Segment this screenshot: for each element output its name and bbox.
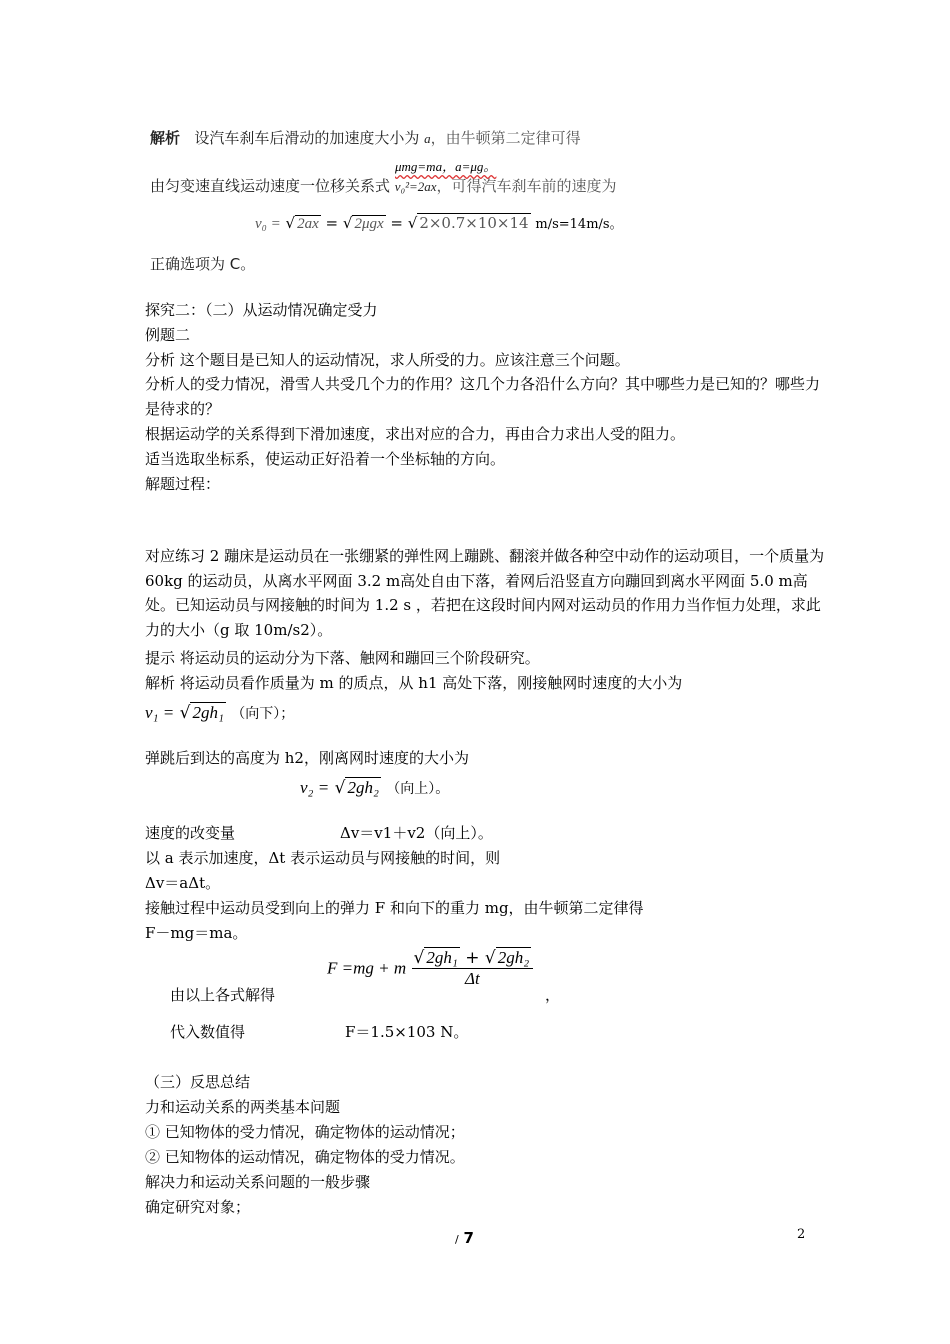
solution-line-2: 由匀变速直线运动速度一位移关系式 v₀²=2ax，可得汽车刹车前的速度为: [150, 177, 617, 195]
explore-2-heading: 探究二：（二）从运动情况确定受力: [145, 301, 378, 319]
solution-line-1: 解析 设汽车刹车后滑动的加速度大小为 a，由牛顿第二定律可得: [150, 129, 581, 147]
solve-label: 由以上各式解得: [170, 986, 276, 1004]
equation-v2: v₂ = √ 2gh₂ （向上）。: [300, 778, 450, 798]
equation-v0: v₀ = √ 2ax = √ 2μgx = √ 2×0.7×10×14 m/s=14m/s。: [255, 214, 623, 232]
type-1: ① 已知物体的受力情况，确定物体的运动情况；: [145, 1123, 465, 1141]
analysis-line: 分析 这个题目是已知人的运动情况，求人所受的力。应该注意三个问题。: [145, 351, 630, 369]
equation-mu-mg: μmg=ma，a=μg。: [395, 159, 497, 174]
equation-v1: v₁ = √ 2gh₁ （向下）；: [145, 703, 295, 723]
solution-label: 解析: [150, 129, 181, 147]
delta-v-at: Δv＝aΔt。: [145, 874, 221, 892]
answer-line: 正确选项为 C。: [150, 255, 256, 273]
contact-line: 接触过程中运动员受到向上的弹力 F 和向下的重力 mg，由牛顿第二定律得: [145, 899, 644, 917]
hint-line: 提示 将运动员的运动分为下落、触网和蹦回三个阶段研究。: [145, 649, 540, 667]
force-fraction: $\frac{\text{√ 2gh₁ + √ 2gh₂}}{\Delta t}$: [412, 948, 534, 989]
substitute-label: 代入数值得: [170, 1023, 246, 1041]
newton-equation: F－mg＝ma。: [145, 924, 248, 942]
delta-v-label: 速度的改变量: [145, 824, 236, 842]
exercise-2: 对应练习 2 蹦床是运动员在一张绷紧的弹性网上蹦跳、翻滚并做各种空中动作的运动项目，一个质量为 60kg 的运动员，从离水平网面 3.2 m高处自由下落，着网后沿竖直方向蹦回到离水平网面 5.0 m高处。已知运动员与网接触的时间为 1.2 s ，若把在这段时间内网对运动员的作用力当作恒力处理，求此力的大小（g 取 10m/s2）。: [145, 547, 825, 639]
bounce-line: 弹跳后到达的高度为 h2，刚离网时速度的大小为: [145, 749, 469, 767]
equation-force: F =mg + m $\frac{\text{√ 2gh₁ + √ 2gh₂}}{\Delta t}$: [327, 948, 533, 989]
process-label: 解题过程：: [145, 475, 221, 493]
example-2-heading: 例题二: [145, 326, 191, 344]
force-comma: ，: [545, 986, 561, 1004]
delta-v-equation: Δv＝v1＋v2（向上）。: [340, 824, 493, 842]
question-3: 适当选取坐标系，使运动正好沿着一个坐标轴的方向。: [145, 450, 506, 468]
page-total: / 7: [455, 1229, 474, 1247]
type-2: ② 已知物体的运动情况，确定物体的受力情况。: [145, 1148, 465, 1166]
question-1: 分析人的受力情况，滑雪人共受几个力的作用？这几个力各沿什么方向？其中哪些力是已知的？哪些力是待求的？: [145, 375, 821, 418]
general-steps-heading: 解决力和运动关系问题的一般步骤: [145, 1173, 371, 1191]
acceleration-line: 以 a 表示加速度，Δt 表示运动员与网接触的时间，则: [145, 849, 501, 867]
substitute-value: F＝1.5×103 N。: [345, 1023, 469, 1041]
step-1: 确定研究对象；: [145, 1198, 251, 1216]
solution-heading: 解析 将运动员看作质量为 m 的质点，从 h1 高处下落，刚接触网时速度的大小为: [145, 674, 683, 692]
page-number: 2: [797, 1227, 806, 1242]
reflect-heading: （三）反思总结: [145, 1073, 251, 1091]
question-2: 根据运动学的关系得到下滑加速度，求出对应的合力，再由合力求出人受的阻力。: [145, 425, 686, 443]
two-types-heading: 力和运动关系的两类基本问题: [145, 1098, 341, 1116]
